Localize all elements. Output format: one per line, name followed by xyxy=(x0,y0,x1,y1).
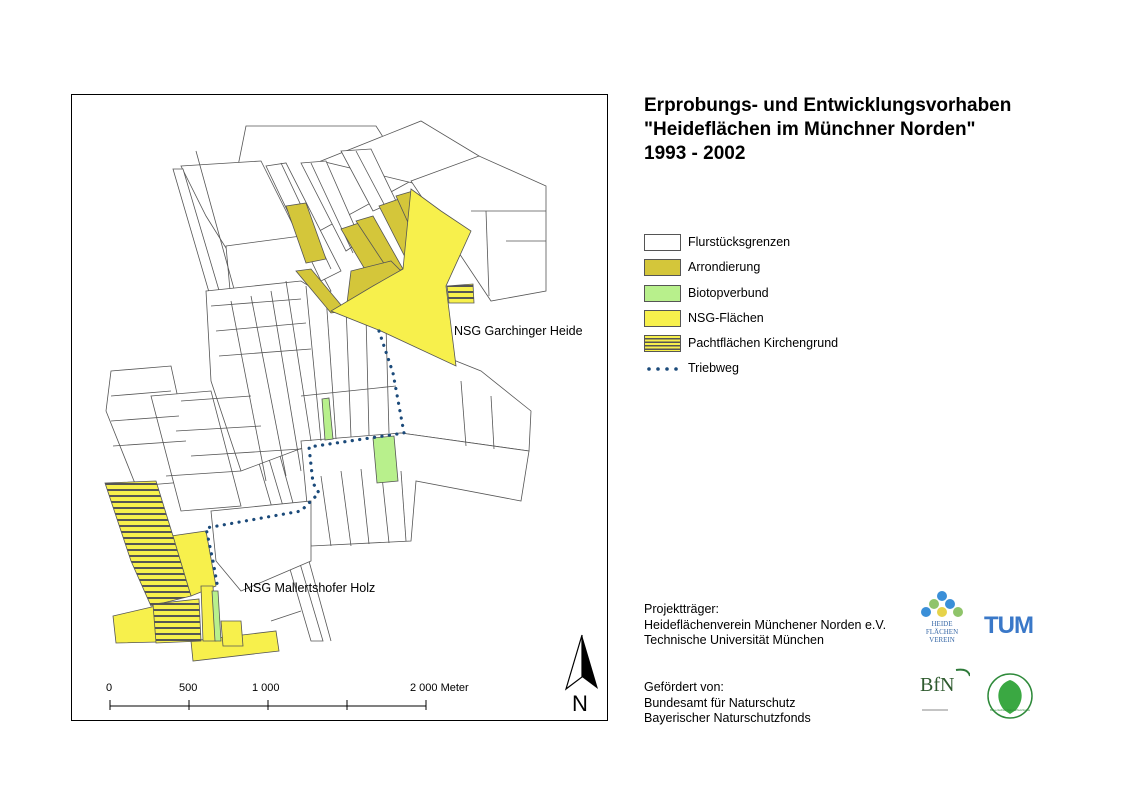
title-line-3: 1993 - 2002 xyxy=(644,143,746,164)
scale-bar xyxy=(100,682,469,712)
scale-bar-line xyxy=(100,682,440,712)
projekttraeger-block xyxy=(644,602,886,649)
projekttraeger-line-2: Technische Universität München xyxy=(644,633,824,647)
scale-tick-500: 500 xyxy=(179,682,198,694)
gefoerdert-heading: Gefördert von: xyxy=(644,680,724,694)
heideflaechenverein-logo xyxy=(918,590,966,652)
heide-logo-line3: VEREIN xyxy=(929,636,955,644)
bfn-logo xyxy=(918,666,970,714)
map-frame[interactable] xyxy=(71,94,608,721)
gefoerdert-block xyxy=(644,680,811,727)
legend-label: NSG-Flächen xyxy=(688,310,764,325)
legend-label: Flurstücksgrenzen xyxy=(688,235,791,249)
map-title xyxy=(644,94,1011,166)
map-canvas xyxy=(72,95,608,721)
legend-label: Arrondierung xyxy=(688,260,761,275)
heide-logo-line2: FLÄCHEN xyxy=(925,628,959,636)
legend-label: Biotopverbund xyxy=(688,285,769,300)
gefoerdert-line-1: Bundesamt für Naturschutz xyxy=(644,695,796,710)
naturschutzfonds-logo-text: Bayerischer Naturschutzfonds xyxy=(989,708,1031,712)
north-arrow-label: N xyxy=(572,691,588,716)
heideflaechenverein-circles-icon xyxy=(918,590,966,620)
label-nsg-garchinger-heide: NSG Garchinger Heide xyxy=(454,324,583,338)
naturschutzfonds-logo xyxy=(986,672,1034,720)
gefoerdert-line-2: Bayerischer Naturschutzfonds xyxy=(644,711,811,725)
legend-label: Pachtflächen Kirchengrund xyxy=(688,336,839,351)
title-line-2: "Heideflächen im Münchner Norden" xyxy=(644,119,976,140)
legend-label: Triebweg xyxy=(688,361,739,376)
scale-tick-0: 0 xyxy=(106,682,113,694)
label-nsg-mallertshofer-holz: NSG Mallertshofer Holz xyxy=(244,581,376,595)
pacht-garching xyxy=(447,284,474,303)
projekttraeger-line-1: Heideflächenverein Münchener Norden e.V. xyxy=(644,617,887,632)
scale-tick-2000: 2 000 Meter xyxy=(410,682,469,694)
scale-tick-1000: 1 000 xyxy=(252,682,280,694)
biotopverbund-2 xyxy=(373,436,398,483)
legend-swatch-striped xyxy=(644,335,681,352)
legend-swatch xyxy=(644,285,681,302)
projekttraeger-heading: Projektträger: xyxy=(644,602,720,616)
legend-dots-icon xyxy=(647,367,681,371)
legend-swatch xyxy=(644,234,681,251)
tum-logo: TUM xyxy=(984,612,1033,639)
legend-swatch xyxy=(644,259,681,276)
heide-logo-line1: HEIDE xyxy=(931,620,953,628)
north-arrow xyxy=(560,633,604,717)
legend-swatch xyxy=(644,310,681,327)
title-line-1: Erprobungs- und Entwicklungsvorhaben xyxy=(644,95,1012,116)
north-arrow-icon xyxy=(560,633,604,693)
bfn-logo-text: BfN xyxy=(920,674,955,696)
